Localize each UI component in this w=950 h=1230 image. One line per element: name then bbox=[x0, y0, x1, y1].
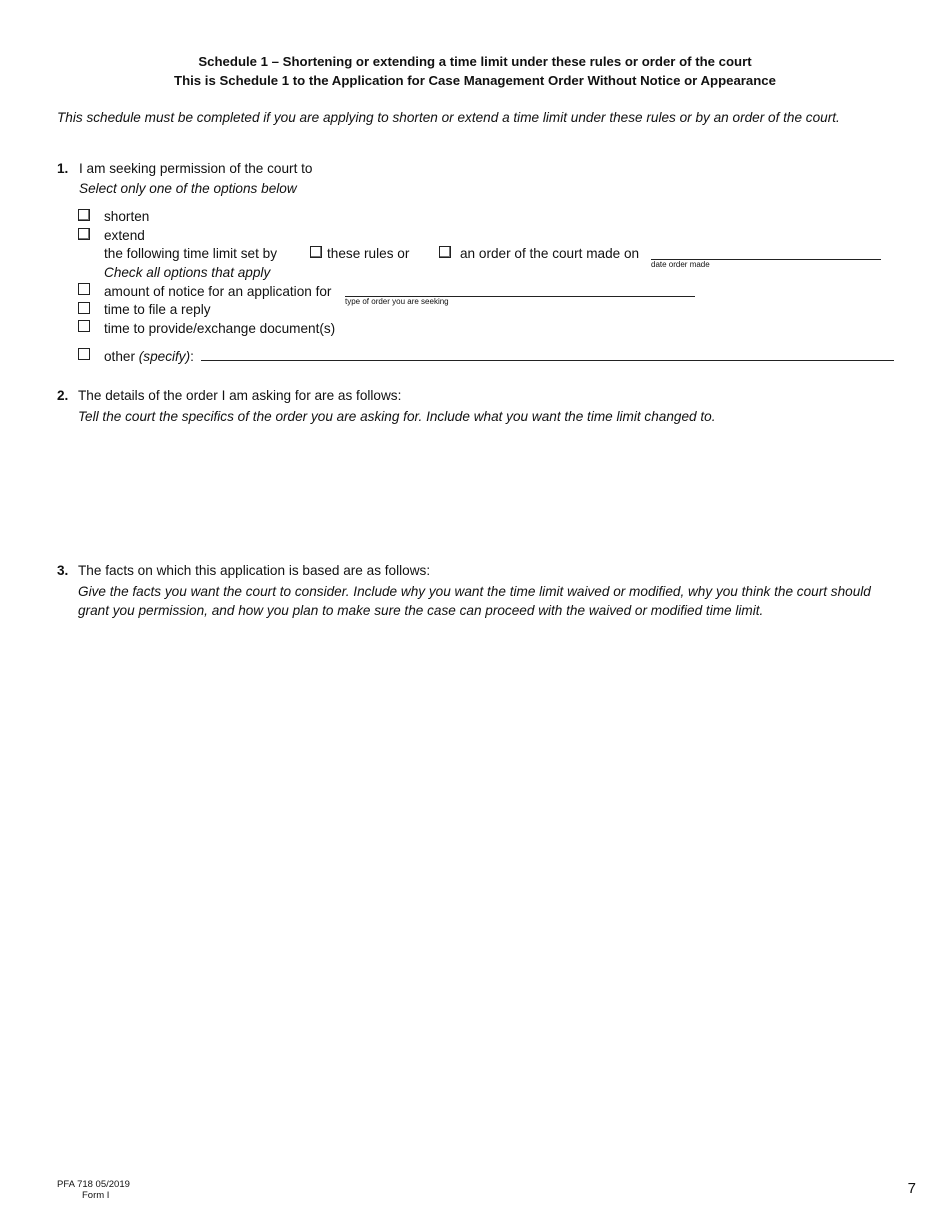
section3-number: 3. bbox=[57, 563, 69, 578]
section1-instruction: Select only one of the options below bbox=[79, 181, 297, 196]
reply-label: time to file a reply bbox=[104, 302, 211, 317]
section1-heading: I am seeking permission of the court to bbox=[79, 161, 313, 176]
schedule-subtitle: This is Schedule 1 to the Application for Case Management Order Without Notice or Appearance bbox=[174, 73, 776, 88]
section3-instruction-line2: grant you permission, and how you plan to make sure the case can proceed with the waived or modified time limit. bbox=[78, 603, 764, 618]
shorten-label: shorten bbox=[104, 209, 150, 224]
section2-instruction: Tell the court the specifics of the order you are asking for. Include what you want the time limit changed to. bbox=[78, 409, 716, 424]
section2-heading: The details of the order I am asking for are as follows: bbox=[78, 388, 402, 403]
type-of-order-caption: type of order you are seeking bbox=[345, 297, 449, 306]
notice-label: amount of notice for an application for bbox=[104, 284, 332, 299]
extend-label: extend bbox=[104, 228, 145, 243]
check-all-instruction: Check all options that apply bbox=[104, 265, 271, 280]
these-rules-checkbox[interactable] bbox=[310, 246, 322, 258]
documents-checkbox[interactable] bbox=[78, 320, 90, 332]
section2-number: 2. bbox=[57, 388, 69, 403]
other-label: other bbox=[104, 349, 135, 364]
notice-checkbox[interactable] bbox=[78, 283, 90, 295]
schedule-title: Schedule 1 – Shortening or extending a time limit under these rules or order of the court bbox=[198, 54, 752, 69]
shorten-checkbox[interactable] bbox=[78, 209, 90, 221]
page-number: 7 bbox=[907, 1180, 916, 1197]
date-order-made-caption: date order made bbox=[651, 260, 710, 269]
order-details-area[interactable] bbox=[78, 432, 894, 552]
form-name: Form I bbox=[82, 1190, 110, 1201]
documents-label: time to provide/exchange document(s) bbox=[104, 321, 336, 336]
other-specify-field[interactable] bbox=[201, 360, 894, 361]
court-order-checkbox[interactable] bbox=[439, 246, 451, 258]
section3-heading: The facts on which this application is based are as follows: bbox=[78, 563, 431, 578]
intro-text: This schedule must be completed if you are applying to shorten or extend a time limit under these rules or by an order of the court. bbox=[57, 110, 840, 125]
section1-number: 1. bbox=[57, 161, 69, 176]
facts-area[interactable] bbox=[78, 626, 894, 1146]
these-rules-label: these rules or bbox=[327, 246, 410, 261]
section3-instruction-line1: Give the facts you want the court to consider. Include why you want the time limit waived or modified, why you think the court should bbox=[78, 584, 871, 599]
other-label-group bbox=[104, 349, 194, 364]
time-limit-label: the following time limit set by bbox=[104, 246, 278, 261]
other-checkbox[interactable] bbox=[78, 348, 90, 360]
other-specify: (specify) bbox=[138, 349, 191, 364]
court-order-label: an order of the court made on bbox=[460, 246, 640, 261]
reply-checkbox[interactable] bbox=[78, 302, 90, 314]
other-colon: : bbox=[190, 349, 194, 364]
form-code: PFA 718 05/2019 bbox=[57, 1179, 130, 1190]
extend-checkbox[interactable] bbox=[78, 228, 90, 240]
